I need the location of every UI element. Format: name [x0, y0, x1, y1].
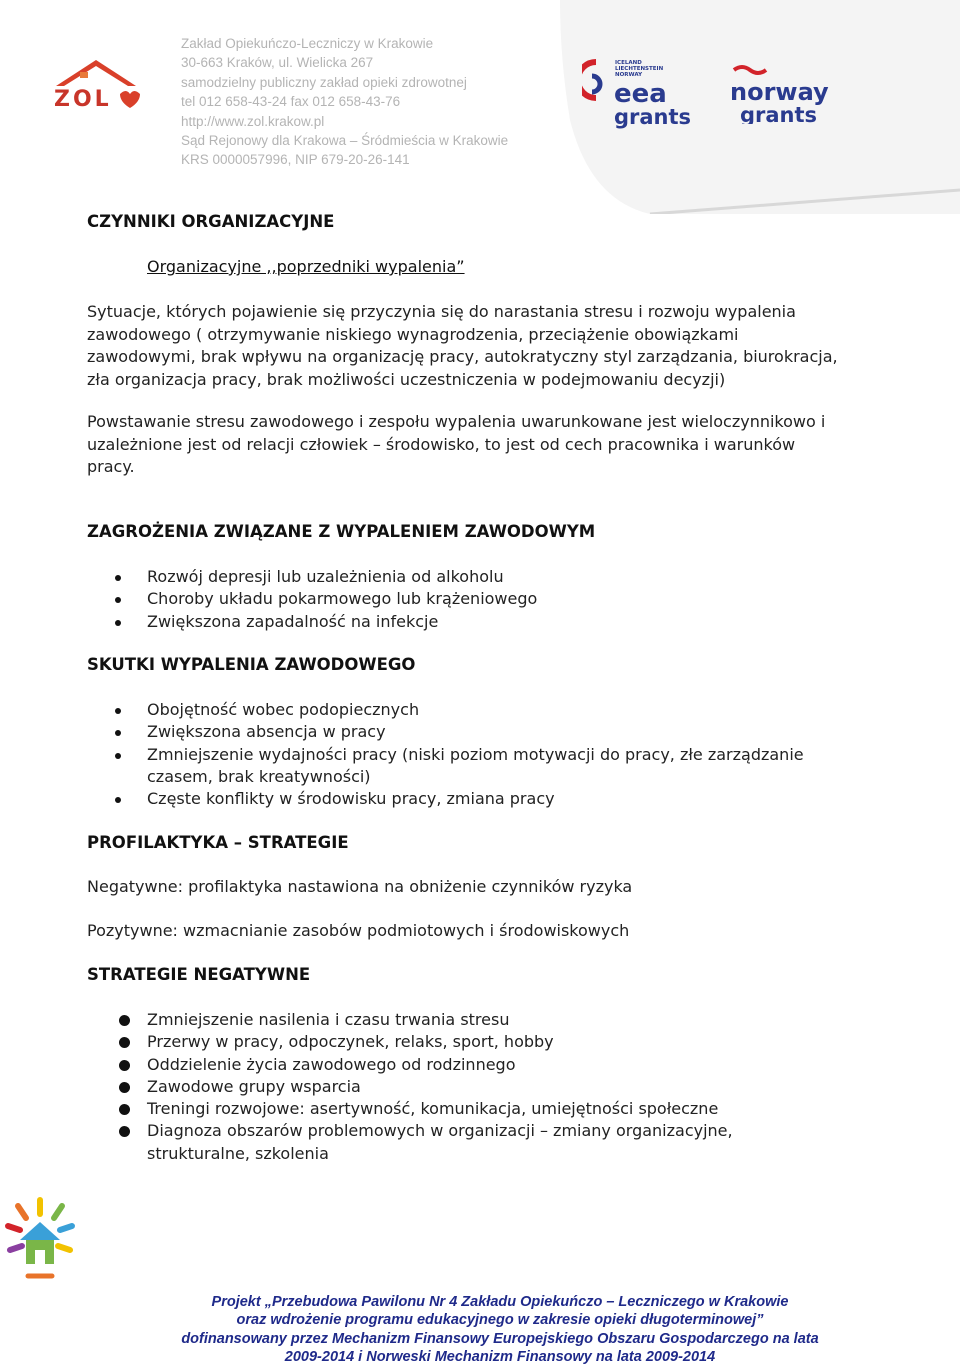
list-item-text: Treningi rozwojowe: asertywność, komunikacja, umiejętności społeczne — [147, 1099, 719, 1119]
paragraph-line: Powstawanie stresu zawodowego i zespołu wypalenia uwarunkowane jest wieloczynnikowo i — [87, 412, 826, 431]
zagrozenia-list — [87, 566, 867, 633]
bullet-dot-icon — [115, 753, 121, 759]
header-url[interactable]: http://www.zol.krakow.pl — [181, 113, 325, 129]
list-item — [87, 788, 867, 810]
bullet-dot-icon — [115, 730, 121, 736]
list-item — [87, 721, 867, 743]
paragraph-line: uzależnione jest od relacji człowiek – środowisko, to jest od cech pracownika i warunków — [87, 434, 796, 454]
list-item-text: Częste konflikty w środowisku pracy, zmiana pracy — [147, 789, 555, 809]
strategie-list — [87, 1009, 867, 1165]
list-item — [87, 1054, 867, 1076]
svg-text:ICELAND: ICELAND — [615, 60, 642, 66]
header-line: tel 012 658-43-24 fax 012 658-43-76 — [181, 94, 401, 110]
project-footer — [110, 1293, 890, 1366]
list-item-text: Oddzielenie życia zawodowego od rodzinnego — [147, 1054, 516, 1074]
negatywne-line — [87, 876, 857, 899]
list-item — [87, 611, 867, 633]
bullet-dot-icon — [119, 1104, 130, 1115]
zol-logo-text: ZOL — [54, 87, 112, 112]
header-line: Zakład Opiekuńczo-Leczniczy w Krakowie — [181, 36, 434, 51]
list-item — [87, 1031, 867, 1053]
list-item-text: strukturalne, szkolenia — [147, 1143, 329, 1163]
svg-text:LIECHTENSTEIN: LIECHTENSTEIN — [615, 66, 664, 72]
strategie-heading: STRATEGIE NEGATYWNE — [87, 965, 311, 984]
bullet-dot-icon — [119, 1015, 130, 1026]
list-item — [87, 566, 867, 588]
footer-line: Projekt „Przebudowa Pawilonu Nr 4 Zakładu Opiekuńczo – Leczniczego w Krakowie — [211, 1294, 789, 1310]
header-line: KRS 0000057996, NIP 679-20-26-141 — [181, 152, 410, 168]
list-item-text: Zmniejszenie wydajności pracy (niski poziom motywacji do pracy, złe zarządzanie — [147, 744, 804, 764]
skutki-list — [87, 699, 867, 810]
list-item — [87, 1098, 867, 1120]
svg-text:eea: eea — [614, 79, 667, 109]
czynniki-subheading: Organizacyjne ,,poprzedniki wypalenia” — [147, 257, 465, 276]
bullet-dot-icon — [115, 620, 121, 626]
bullet-dot-icon — [115, 575, 121, 581]
header-line: Sąd Rejonowy dla Krakowa – Śródmieścia w Krakowie — [181, 133, 509, 149]
paragraph-line: zła organizacja pracy, brak możliwości uczestniczenia w podejmowaniu decyzji) — [87, 369, 726, 389]
norway-grants-logo — [730, 62, 838, 124]
paragraph-line: Sytuacje, których pojawienie się przyczynia się do narastania stresu i rozwoju wypalenia — [87, 302, 796, 321]
paragraph-line: pracy. — [87, 457, 135, 476]
skutki-heading: SKUTKI WYPALENIA ZAWODOWEGO — [87, 655, 416, 674]
bullet-dot-icon — [119, 1037, 130, 1048]
sun-house-logo — [0, 1190, 80, 1290]
bullet-dot-icon — [119, 1060, 130, 1071]
czynniki-heading: CZYNNIKI ORGANIZACYJNE — [87, 212, 335, 231]
footer-line: dofinansowany przez Mechanizm Finansowy Europejskiego Obszaru Gospodarczego na lata — [181, 1330, 819, 1347]
list-item — [87, 744, 867, 789]
paragraph-situations — [87, 301, 857, 391]
paragraph-line: zawodowego ( otrzymywanie niskiego wynagrodzenia, przeciążenie obowiązkami — [87, 324, 739, 344]
list-item-text: czasem, brak kreatywności) — [147, 766, 371, 786]
bullet-dot-icon — [119, 1082, 130, 1093]
list-item-text: Obojętność wobec podopiecznych — [147, 700, 420, 719]
bullet-dot-icon — [115, 597, 121, 603]
svg-text:NORWAY: NORWAY — [615, 72, 643, 78]
bullet-dot-icon — [115, 708, 121, 714]
list-item — [87, 1076, 867, 1098]
header-line: 30-663 Kraków, ul. Wielicka 267 — [181, 55, 374, 71]
institution-header — [181, 34, 508, 170]
paragraph-stress-origin — [87, 411, 857, 479]
svg-text:grants: grants — [614, 105, 692, 129]
paragraph-line: zawodowymi, brak wpływu na organizację pracy, autokratyczny styl zarządzania, biurokracja, — [87, 347, 838, 366]
list-item-text: Zawodowe grupy wsparcia — [147, 1076, 361, 1096]
profilaktyka-heading: PROFILAKTYKA – STRATEGIE — [87, 833, 349, 852]
list-item-text: Rozwój depresji lub uzależnienia od alkoholu — [147, 567, 504, 586]
list-item-text: Zmniejszenie nasilenia i czasu trwania stresu — [147, 1010, 510, 1029]
list-item — [87, 1120, 867, 1165]
pozytywne-line — [87, 920, 857, 943]
footer-line: oraz wdrożenie programu edukacyjnego w zakresie opieki długoterminowej” — [236, 1312, 764, 1329]
list-item-text: Choroby układu pokarmowego lub krążeniowego — [147, 589, 538, 609]
header-line: samodzielny publiczny zakład opieki zdrowotnej — [181, 74, 467, 90]
svg-text:grants: grants — [740, 103, 818, 124]
list-item-text: Przerwy w pracy, odpoczynek, relaks, sport, hobby — [147, 1032, 554, 1052]
list-item — [87, 699, 867, 721]
bullet-dot-icon — [119, 1126, 130, 1137]
paragraph-line: Pozytywne: wzmacnianie zasobów podmiotowych i środowiskowych — [87, 921, 630, 940]
footer-line: 2009-2014 i Norweski Mechanizm Finansowy na lata 2009-2014 — [284, 1348, 716, 1365]
list-item-text: Zwiększona zapadalność na infekcje — [147, 611, 439, 631]
list-item — [87, 588, 867, 610]
bullet-dot-icon — [115, 797, 121, 803]
svg-text:norway: norway — [730, 78, 829, 106]
eea-grants-logo — [582, 58, 697, 130]
zol-logo — [50, 56, 142, 116]
list-item-text: Diagnoza obszarów problemowych w organizacji – zmiany organizacyjne, — [147, 1121, 733, 1141]
list-item-text: Zwiększona absencja w pracy — [147, 722, 386, 742]
paragraph-line: Negatywne: profilaktyka nastawiona na obniżenie czynników ryzyka — [87, 877, 633, 896]
list-item — [87, 1009, 867, 1031]
zagrozenia-heading: ZAGROŻENIA ZWIĄZANE Z WYPALENIEM ZAWODOWYM — [87, 522, 596, 541]
